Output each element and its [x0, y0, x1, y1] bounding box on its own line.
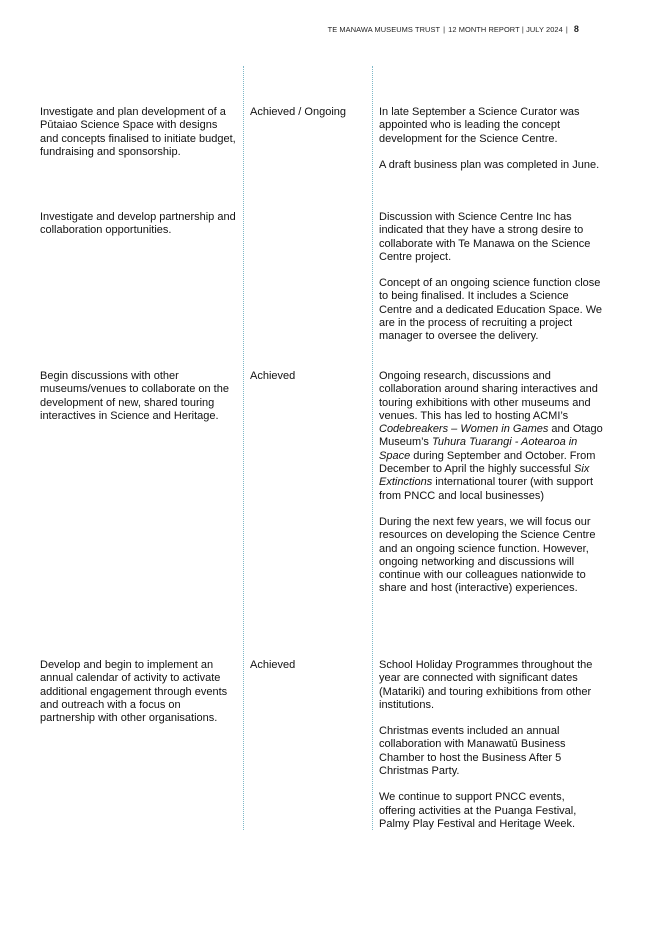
header-separator: | — [443, 25, 446, 34]
row-3-notes — [379, 370, 603, 596]
row-2-note-1: Discussion with Science Centre Inc has indicated that they have a strong desire to collaborate with Te Manawa on the Science Centre project. — [379, 211, 591, 263]
row-3-note-1-a: Ongoing research, discussions and collaboration around sharing interactives and touring exhibitions with other museums and venues. This has led to hosting ACMI’s — [379, 370, 598, 422]
row-2-note-2: Concept of an ongoing science function close to being finalised. It includes a Science Centre and a dedicated Education Space. We are in the process of recruiting a project manager to oversee the delivery. — [379, 277, 603, 343]
row-4-status: Achieved — [250, 659, 296, 671]
page-header — [328, 24, 579, 34]
row-3-note-1-tuhura: Tuhura Tuarangi - Aotearoa in Space — [379, 436, 578, 462]
row-1-goal: Investigate and plan development of a Pūtaiao Science Space with designs and concepts finalised to initiate budget, fundraising and sponsorship. — [40, 106, 236, 158]
row-1-note-1: In late September a Science Curator was appointed who is leading the concept development for the Science Centre. — [379, 106, 580, 145]
row-3-goal: Begin discussions with other museums/venues to collaborate on the development of new, shared touring interactives in Science and Heritage. — [40, 370, 229, 422]
row-3-note-2: During the next few years, we will focus our resources on developing the Science Centre and an ongoing science function. However, ongoing networking and discussions will continue with our colleagues nationwide to share and host (interactive) experiences. — [379, 515, 596, 595]
row-4-notes — [379, 659, 603, 831]
row-3-note-1-codebreakers: Codebreakers – Women in Games — [379, 423, 549, 436]
row-3-note-1-six-extinctions: Six Extinctions — [379, 463, 590, 489]
row-4-goal: Develop and begin to implement an annual calendar of activity to activate additional engagement through events and outreach with a focus on partnership with other organisations. — [40, 659, 228, 725]
header-date: | JULY 2024 — [521, 25, 563, 34]
row-3-note-1-g: international tourer (with support from PNCC and local businesses) — [379, 476, 594, 502]
row-3-note-1-c: and Otago Museum’s — [379, 423, 603, 449]
row-3-note-1 — [379, 370, 603, 503]
row-2-goal: Investigate and develop partnership and collaboration opportunities. — [40, 211, 236, 237]
header-page-separator: | — [565, 25, 568, 34]
row-4-note-1: School Holiday Programmes throughout the year are connected with significant dates (Matariki) and touring exhibitions from other institutions. — [379, 659, 593, 711]
header-org: TE MANAWA MUSEUMS TRUST — [327, 25, 441, 34]
row-1-status: Achieved / Ongoing — [250, 106, 347, 118]
page-number: 8 — [573, 24, 579, 34]
row-1-notes — [379, 106, 603, 172]
row-3-note-1-e: during September and October. From December to April the highly successful — [379, 449, 596, 476]
header-report: 12 MONTH REPORT — [448, 25, 520, 34]
row-4-note-2: Christmas events included an annual collaboration with Manawatū Business Chamber to host the Business After 5 Christmas Party. — [379, 725, 566, 778]
column-divider-right — [372, 66, 373, 830]
row-2-notes — [379, 211, 603, 344]
row-1-note-2: A draft business plan was completed in June. — [379, 158, 600, 171]
column-divider-left — [243, 66, 244, 830]
row-3-status: Achieved — [250, 370, 296, 382]
row-4-note-3: We continue to support PNCC events, offering activities at the Puanga Festival, Palmy Play Festival and Heritage Week. — [379, 791, 577, 830]
